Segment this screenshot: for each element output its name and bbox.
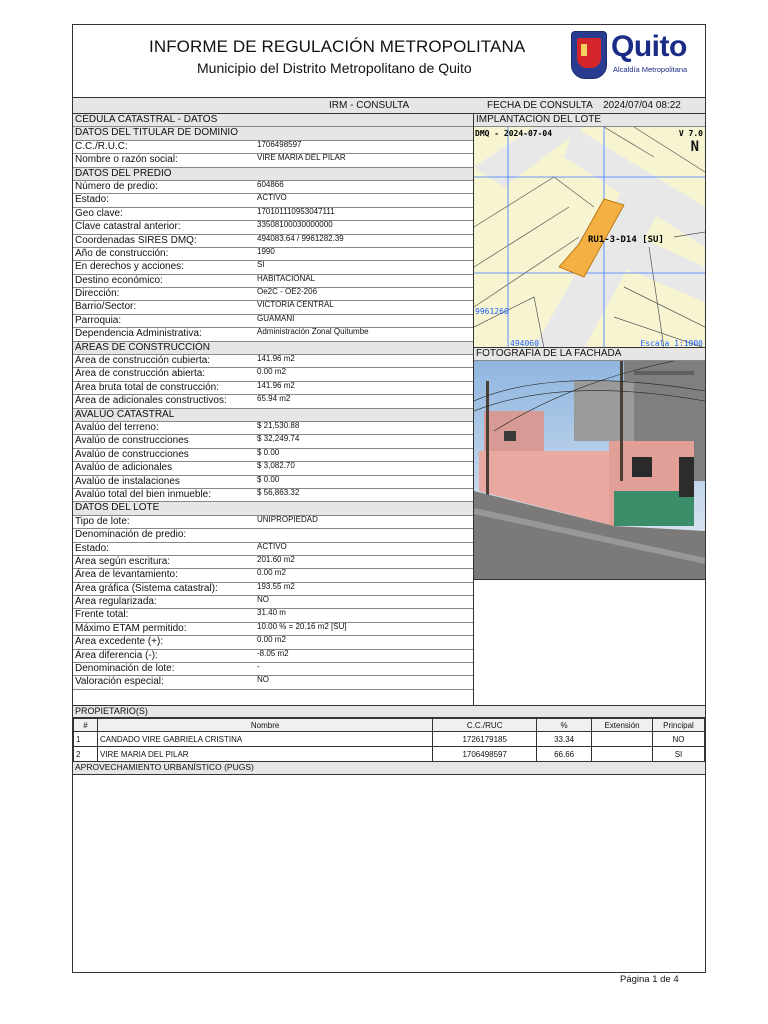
field-value: 494083.64 / 9961282.39 <box>257 233 344 243</box>
logo-word: Quito <box>611 30 687 63</box>
pugs-title: APROVECHAMIENTO URBANÍSTICO (PUGS) <box>73 762 705 775</box>
field-value: 193.55 m2 <box>257 581 295 591</box>
field-value: 65.94 m2 <box>257 394 291 404</box>
field-value: SI <box>257 260 265 270</box>
section-title: DATOS DEL LOTE <box>75 502 160 514</box>
field-row <box>73 663 473 676</box>
field-label: Tipo de lote: <box>75 515 130 527</box>
field-row <box>73 275 473 288</box>
field-row <box>73 489 473 502</box>
field-row <box>73 623 473 636</box>
report-header <box>73 25 705 98</box>
owners-section <box>73 705 705 775</box>
field-value: NO <box>257 595 269 605</box>
report-title: INFORME DE REGULACIÓN METROPOLITANA <box>149 37 526 56</box>
field-label: Avalúo total del bien inmueble: <box>75 488 212 500</box>
field-row <box>73 609 473 622</box>
lot-zone-label: RU1-3-D14 [SU] <box>588 235 664 245</box>
field-value: UNIPROPIEDAD <box>257 514 318 524</box>
report-frame <box>72 24 706 973</box>
field-row <box>73 141 473 154</box>
field-row <box>73 154 473 167</box>
right-column <box>474 114 705 580</box>
field-label: Área de adicionales constructivos: <box>75 395 227 407</box>
field-label: Máximo ETAM permitido: <box>75 622 187 634</box>
field-label: Número de predio: <box>75 180 158 192</box>
field-value: 0.00 m2 <box>257 568 286 578</box>
field-row <box>73 315 473 328</box>
field-value: $ 0.00 <box>257 474 280 484</box>
owner-ext <box>592 732 653 747</box>
field-value: HABITACIONAL <box>257 273 316 283</box>
field-row <box>73 650 473 663</box>
field-label: Dirección: <box>75 288 120 300</box>
field-label: Área excedente (+): <box>75 636 164 648</box>
field-row <box>73 235 473 248</box>
field-label: Valoración especial: <box>75 676 164 688</box>
field-value: $ 3,082.70 <box>257 461 295 471</box>
field-value: 0.00 m2 <box>257 367 286 377</box>
owner-pct: 66.66 <box>537 747 592 762</box>
field-value: NO <box>257 675 269 685</box>
field-value: 141.96 m2 <box>257 354 295 364</box>
field-value: ACTIVO <box>257 541 287 551</box>
field-value: Oe2C - OE2-206 <box>257 287 318 297</box>
field-row <box>73 556 473 569</box>
facade-photo <box>474 361 705 580</box>
field-label: Barrio/Sector: <box>75 301 137 313</box>
field-row <box>73 569 473 582</box>
photo-title: FOTOGRAFÍA DE LA FACHADA <box>474 348 705 361</box>
field-label: Área de levantamiento: <box>75 569 178 581</box>
field-row <box>73 529 473 542</box>
owners-title: PROPIETARIO(S) <box>73 705 705 718</box>
field-value: $ 56,863.32 <box>257 487 300 497</box>
field-row <box>73 676 473 689</box>
field-row <box>73 355 473 368</box>
field-row <box>73 288 473 301</box>
field-value: 10.00 % = 20.16 m2 [SU] <box>257 621 347 631</box>
field-row <box>73 382 473 395</box>
field-label: Estado: <box>75 542 109 554</box>
col-ci: C.C./RUC <box>433 719 537 732</box>
field-row <box>73 181 473 194</box>
owner-num: 2 <box>74 747 98 762</box>
field-row <box>73 543 473 556</box>
field-row <box>73 261 473 274</box>
field-label: Área diferencia (-): <box>75 649 158 661</box>
field-value: - <box>257 662 260 672</box>
field-row <box>73 636 473 649</box>
fecha-value: 2024/07/04 08:22 <box>603 100 681 111</box>
irm-label: IRM - CONSULTA <box>329 100 410 111</box>
field-label: Área según escritura: <box>75 555 171 567</box>
field-row <box>73 596 473 609</box>
field-label: Geo clave: <box>75 207 123 219</box>
field-value: 33508100030000000 <box>257 220 333 230</box>
section-title: DATOS DEL PREDIO <box>75 167 172 179</box>
section-header <box>73 342 473 355</box>
facade-photo-image <box>474 361 705 580</box>
owner-name: VIRE MARIA DEL PILAR <box>97 747 432 762</box>
table-row <box>74 732 705 747</box>
field-label: Nombre o razón social: <box>75 154 178 166</box>
owner-ci: 1706498597 <box>433 747 537 762</box>
section-title: CÉDULA CATASTRAL - DATOS <box>75 114 218 125</box>
map-scale: Escala 1:1000 <box>640 339 703 348</box>
logo-subtitle: Alcaldía Metropolitana <box>613 65 688 74</box>
owner-principal: NO <box>653 732 705 747</box>
field-value: ACTIVO <box>257 193 287 203</box>
field-value: 604866 <box>257 179 284 189</box>
field-value: 141.96 m2 <box>257 380 295 390</box>
quito-seal-icon <box>571 31 607 79</box>
table-row <box>74 747 705 762</box>
field-value: 201.60 m2 <box>257 554 295 564</box>
owner-pct: 33.34 <box>537 732 592 747</box>
field-label: Avalúo de adicionales <box>75 462 173 474</box>
field-row <box>73 516 473 529</box>
owner-ext <box>592 747 653 762</box>
owner-num: 1 <box>74 732 98 747</box>
field-label: Clave catastral anterior: <box>75 221 181 233</box>
section-header <box>73 127 473 140</box>
field-label: Avalúo del terreno: <box>75 421 159 433</box>
page-number: Página 1 de 4 <box>620 974 679 985</box>
section-header <box>73 114 473 127</box>
field-value: 1706498597 <box>257 139 302 149</box>
section-header <box>73 168 473 181</box>
field-row <box>73 221 473 234</box>
owner-ci: 1726179185 <box>433 732 537 747</box>
map-x-coordinate: 494060 <box>510 339 539 348</box>
field-row <box>73 208 473 221</box>
lot-map <box>474 127 705 348</box>
field-label: Denominación de predio: <box>75 529 187 541</box>
field-label: Coordenadas SIRES DMQ: <box>75 234 197 246</box>
field-value: $ 0.00 <box>257 447 280 457</box>
field-value: VICTORIA CENTRAL <box>257 300 334 310</box>
north-arrow-icon: N <box>690 139 699 155</box>
field-value: VIRE MARIA DEL PILAR <box>257 153 346 163</box>
field-value: 0.00 m2 <box>257 635 286 645</box>
field-label: C.C./R.U.C: <box>75 140 128 152</box>
field-value: Administración Zonal Quitumbe <box>257 327 369 337</box>
field-value: $ 21,530.88 <box>257 420 300 430</box>
consulta-bar <box>73 98 705 114</box>
section-title: DATOS DEL TITULAR DE DOMINIO <box>75 127 238 139</box>
field-value: GUAMANI <box>257 313 295 323</box>
field-row <box>73 583 473 596</box>
owners-table <box>73 718 705 762</box>
field-row <box>73 194 473 207</box>
section-header <box>73 409 473 422</box>
col-pct: % <box>537 719 592 732</box>
field-value: 170101110953047111 <box>257 206 335 216</box>
field-row <box>73 248 473 261</box>
col-ext: Extensión <box>592 719 653 732</box>
col-name: Nombre <box>97 719 432 732</box>
cedula-catastral-data <box>73 114 473 690</box>
report-subtitle: Municipio del Distrito Metropolitano de Quito <box>197 60 472 76</box>
field-label: Frente total: <box>75 609 129 621</box>
field-row <box>73 328 473 341</box>
field-label: Avalúo de construcciones <box>75 435 189 447</box>
section-title: AVALÚO CATASTRAL <box>75 408 175 420</box>
field-label: Año de construcción: <box>75 247 169 259</box>
section-title: ÁREAS DE CONSTRUCCIÓN <box>75 341 211 353</box>
field-value: $ 32,249.74 <box>257 434 300 444</box>
field-label: Área bruta total de construcción: <box>75 381 219 393</box>
field-label: Denominación de lote: <box>75 663 175 675</box>
field-label: Parroquia: <box>75 314 122 326</box>
field-value: 31.40 m <box>257 608 286 618</box>
field-row <box>73 462 473 475</box>
field-row <box>73 422 473 435</box>
field-label: Área gráfica (Sistema catastral): <box>75 582 218 594</box>
col-principal: Principal <box>653 719 705 732</box>
field-label: Área regularizada: <box>75 596 157 608</box>
field-row <box>73 301 473 314</box>
field-row <box>73 395 473 408</box>
owner-name: CANDADO VIRE GABRIELA CRISTINA <box>97 732 432 747</box>
field-value: -8.05 m2 <box>257 648 289 658</box>
field-label: Destino económico: <box>75 274 163 286</box>
section-header <box>73 502 473 515</box>
owners-header-row <box>74 719 705 732</box>
field-label: Avalúo de instalaciones <box>75 475 180 487</box>
field-label: En derechos y acciones: <box>75 261 184 273</box>
field-row <box>73 476 473 489</box>
map-version-label: V 7.0 <box>678 129 703 138</box>
field-row <box>73 449 473 462</box>
field-label: Avalúo de construcciones <box>75 448 189 460</box>
col-num: # <box>74 719 98 732</box>
field-label: Área de construcción cubierta: <box>75 355 211 367</box>
field-row <box>73 368 473 381</box>
quito-logo <box>571 29 705 81</box>
field-label: Estado: <box>75 194 109 206</box>
field-row <box>73 435 473 448</box>
field-value: 1990 <box>257 246 275 256</box>
fecha-label: FECHA DE CONSULTA <box>487 100 593 111</box>
owner-principal: SI <box>653 747 705 762</box>
map-source-label: DMQ - 2024-07-04 <box>475 129 553 138</box>
map-title: IMPLANTACIÓN DEL LOTE <box>474 114 705 127</box>
map-y-coordinate: 9961260 <box>475 307 509 316</box>
field-label: Área de construcción abierta: <box>75 368 206 380</box>
field-label: Dependencia Administrativa: <box>75 328 202 340</box>
